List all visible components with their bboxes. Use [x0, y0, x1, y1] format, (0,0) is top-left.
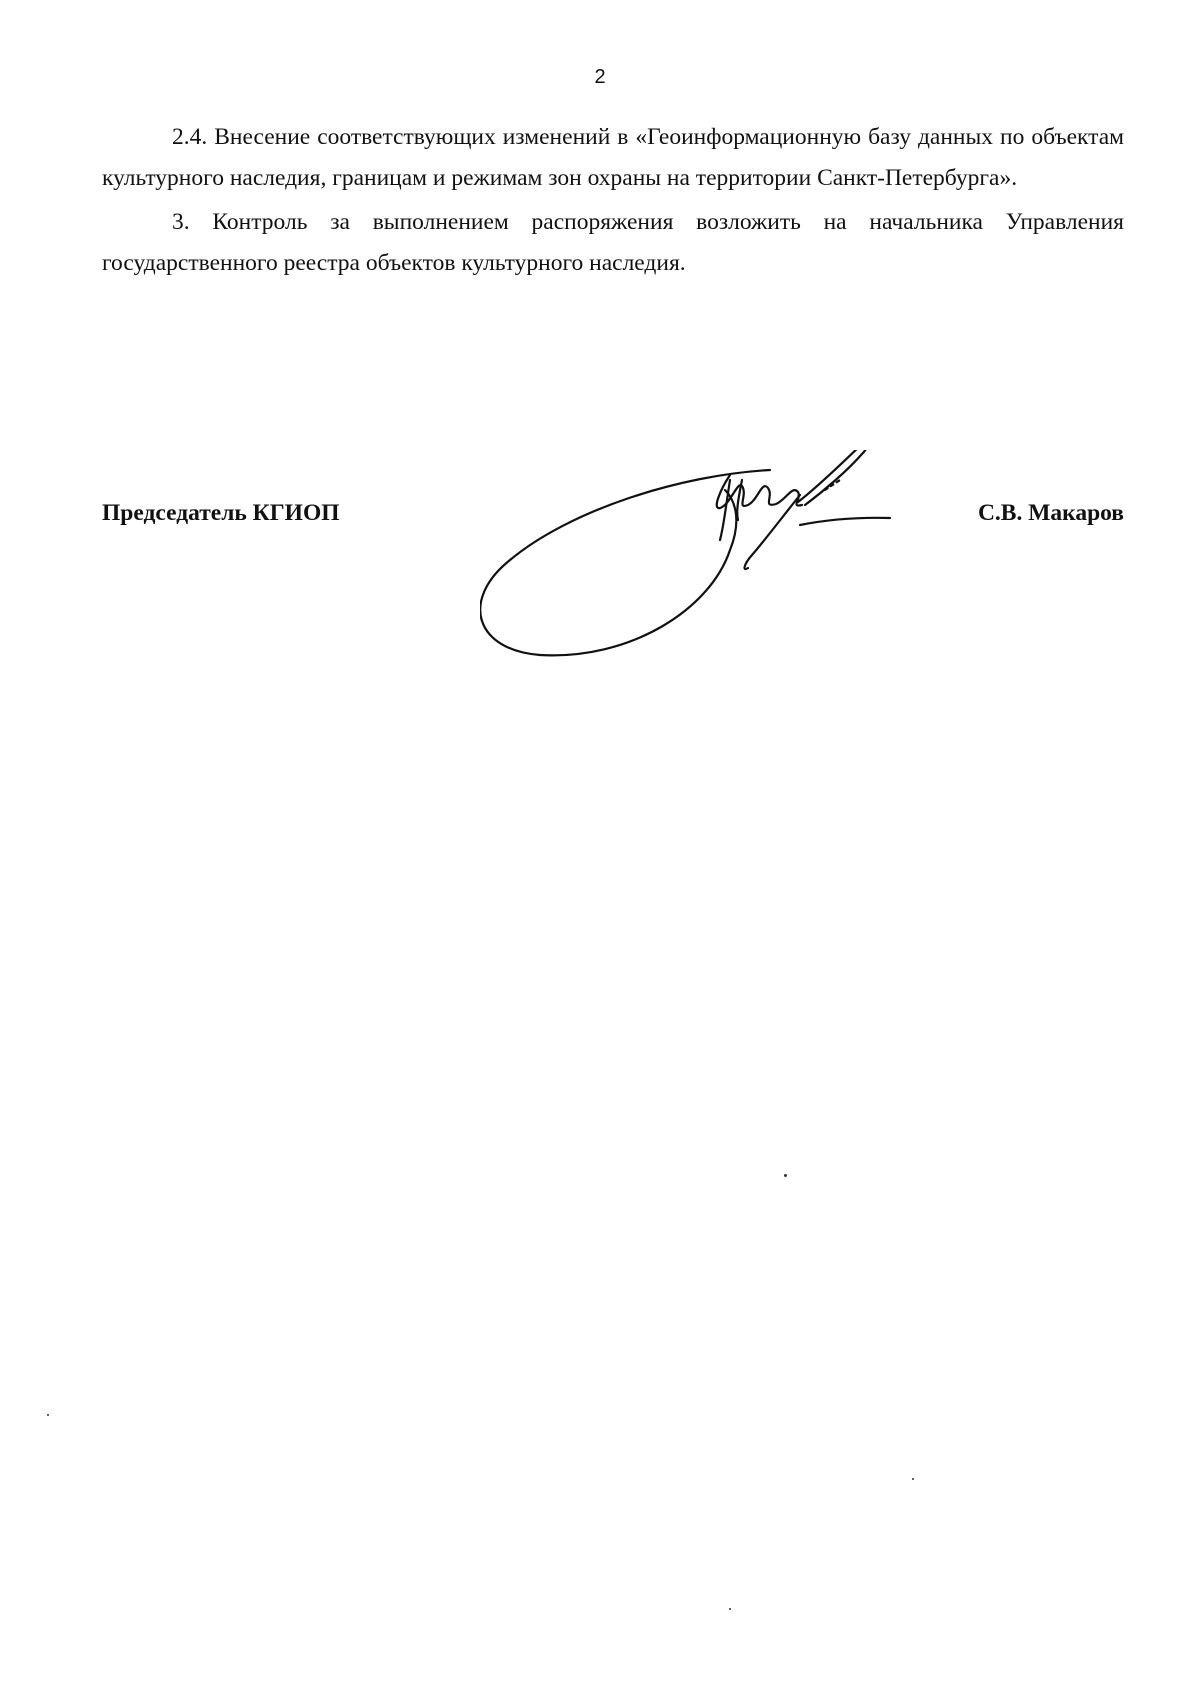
signer-position: Председатель КГИОП: [102, 500, 340, 526]
document-body: [102, 117, 1124, 287]
paragraph-2-4: 2.4. Внесение соответствующих изменений в «Геоинформационную базу данных по объектам культурного наследия, границам и режимам зон охраны на территории Санкт-Петербурга».: [102, 124, 1124, 191]
scan-speck: [784, 1174, 787, 1177]
paragraph-3: 3. Контроль за выполнением распоряжения возложить на начальника Управления государственного реестра объектов культурного наследия.: [102, 209, 1124, 276]
page-number: 2: [594, 66, 606, 88]
handwritten-signature: [480, 450, 940, 670]
scan-speck: [912, 1478, 914, 1480]
scan-speck: [47, 1414, 49, 1416]
scan-speck: [729, 1608, 731, 1610]
signer-name: С.В. Макаров: [977, 500, 1124, 526]
